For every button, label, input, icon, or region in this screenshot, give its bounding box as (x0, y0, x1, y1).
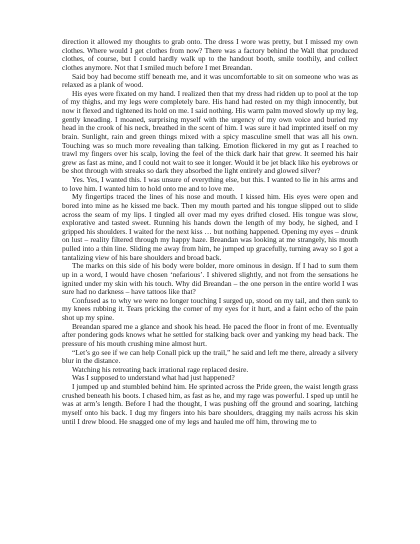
paragraph: Watching his retreating back irrational rage replaced desire. (72, 364, 249, 374)
body-text (62, 38, 358, 426)
paragraph: Yes. Yes, I wanted this. I was unsure of everything else, but this. I wanted to lie in his arms and to love him. I wanted him to hold onto me and to love me. (62, 175, 358, 193)
paragraph: The marks on this side of his body were bolder, more ominous in design. If I had to sum them up in a word, I would have chosen ‘nefarious’. I shivered slightly, and not from the sensations he ignited under my skin with his touch. Why did Breandan – the one person in the entire world I was sure had no darkness – have tattoos like that? (62, 261, 358, 297)
paragraph: “Let’s go see if we can help Conall pick up the trail,” he said and left me there, already a silvery blur in the distance. (62, 347, 358, 366)
paragraph: Said boy had become stiff beneath me, and it was uncomfortable to sit on someone who was as relaxed as a plank of wood. (62, 71, 358, 90)
paragraph: direction it allowed my thoughts to grab onto. The dress I wore was pretty, but I missed my own clothes. Where would I get clothes from now? There was a factory behind the Wall that produced clothes, of course, but I could hardly walk up to the handout booth, smile toothily, and collect clothes anymore. Not that I smiled much before I met Breandan. (62, 37, 358, 72)
paragraph: Confused as to why we were no longer touching I surged up, stood on my tail, and then sunk to my knees rubbing it. Tears pricking the corner of my eyes for it hurt, and a faint echo of the pain shot up my spine. (62, 295, 358, 322)
paragraph: His eyes were fixated on my hand. I realized then that my dress had ridden up to pool at the top of my thighs, and my legs were completely bare. His hand had rested on my thigh innocently, but now it flexed and tightened its hold on me. I said nothing. His warm palm moved slowly up my leg, gently kneading. I moaned, surprising myself with the urgency of my own voice and buried my head in the crook of his neck, breathed in the scent of him. I was sure it had imprinted itself on my brain. Sunlight, rain and green things mixed with a spicy masculine smell that was all his own. Touching was so much more revealing than talking. Emotion flickered in my gut as I reached to trawl my fingers over his scalp, loving the feel of the thick dark hair that grew. It seemed his hair grew as fast as mine, and I could not wait to see it longer. Would it be jet black like his eyebrows or be shot through with streaks so dark they absorbed the light entirely and glowed silver? (62, 88, 358, 176)
paragraph: I jumped up and stumbled behind him. He sprinted across the Pride green, the waist length grass crushed beneath his boots. I chased him, as fast as he, and my rage was powerful. I sped up until he was at arm’s length. Before I had the thought, I was pushing off the ground and soaring, latching myself onto his back. I dug my fingers into his bare shoulders, dragging my nails across his skin until I drew blood. He snagged one of my legs and hauled me off him, throwing me to (62, 382, 358, 426)
paragraph: Was I supposed to understand what had just happened? (72, 373, 235, 383)
paragraph: My fingertips traced the lines of his nose and mouth. I kissed him. His eyes were open and bored into mine as he kissed me back. Then my mouth parted and his tongue slipped out to slide across the seam of my lips. I tingled all over mad my eyes drifted closed. His tongue was slow, explorative and tasted sweet. Running his hands down the length of my body, he sighed, and I gripped his shoulders. I waited for the next kiss … but nothing happened. Opening my eyes – drunk on lust – reality filtered through my happy haze. Breandan was looking at me strangely, his mouth pulled into a thin line. Sliding me away from him, he jumped up gracefully, turning away so I got a tantalizing view of his bare shoulders and broad back. (62, 192, 358, 262)
paragraph: Breandan spared me a glance and shook his head. He paced the floor in front of me. Eventually after pondering gods knows what he settled for stalking back over and yanking my head back. The pressure of his mouth crushing mine almost hurt. (62, 321, 358, 348)
